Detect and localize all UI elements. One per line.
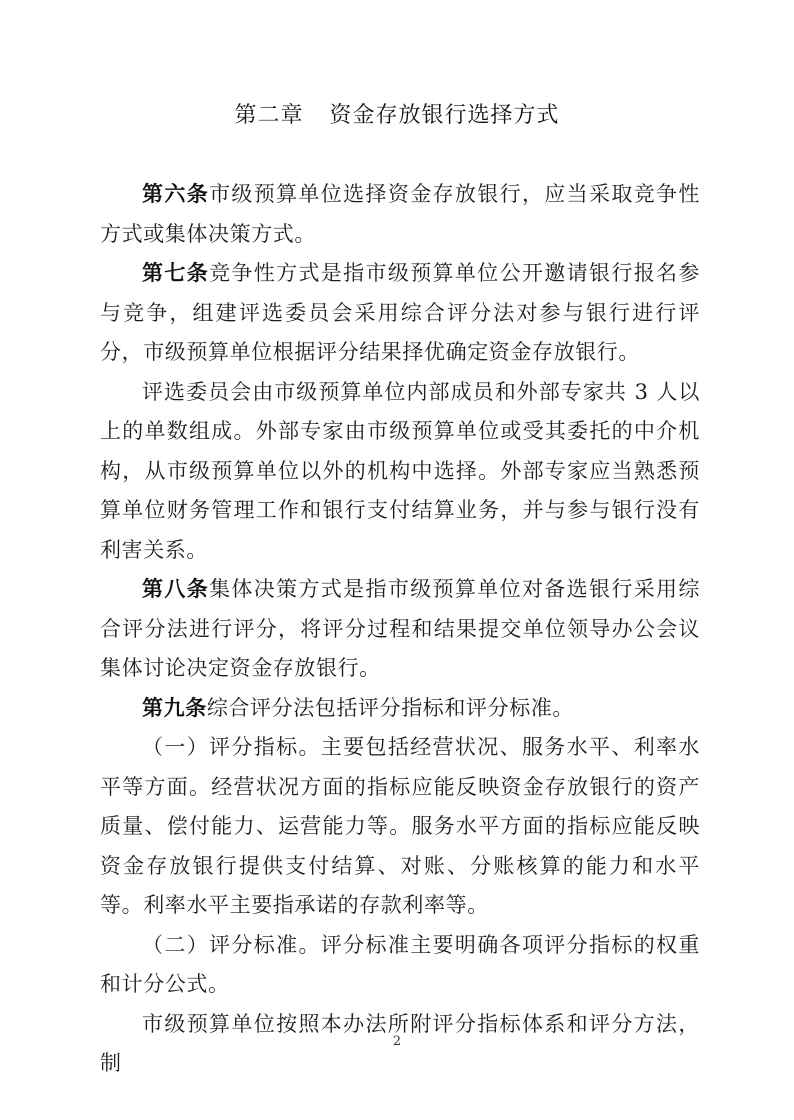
paragraph-standards (100, 926, 700, 1005)
paragraph-committee (100, 373, 700, 571)
paragraph-article-7 (100, 254, 700, 373)
paragraph-text: 市级预算单位按照本办法所附评分指标体系和评分方法，制 (100, 1011, 700, 1075)
paragraph-text: 市级预算单位选择资金存放银行，应当采取竞争性方式或集体决策方式。 (100, 182, 700, 246)
document-body (100, 175, 700, 1084)
paragraph-text: （二）评分标准。评分标准主要明确各项评分指标的权重和计分公式。 (100, 932, 700, 996)
chapter-title-text: 资金存放银行选择方式 (329, 103, 560, 128)
paragraph-text: 评选委员会由市级预算单位内部成员和外部专家共 3 人以上的单数组成。外部专家由市级预算单位或受其委托的中介机构，从市级预算单位以外的机构中选择。外部专家应当熟悉预算单位财务管理工作和银行支付结算业务，并与参与银行没有利害关系。 (100, 379, 700, 562)
paragraph-text: 竞争性方式是指市级预算单位公开邀请银行报名参与竞争，组建评选委员会采用综合评分法对参与银行进行评分，市级预算单位根据评分结果择优确定资金存放银行。 (100, 261, 700, 364)
paragraph-article-9 (100, 689, 700, 729)
page-number: 2 (392, 1034, 402, 1049)
article-label: 第六条 (142, 182, 210, 206)
paragraph-article-6 (100, 175, 700, 254)
paragraph-text: 集体决策方式是指市级预算单位对备选银行采用综合评分法进行评分，将评分过程和结果提交单位领导办公会议集体讨论决定资金存放银行。 (100, 577, 700, 680)
paragraph-indicators (100, 728, 700, 926)
paragraph-text: 综合评分法包括评分指标和评分标准。 (206, 695, 575, 720)
chapter-heading (0, 101, 794, 131)
article-label: 第七条 (142, 261, 210, 285)
paragraph-text: （一）评分指标。主要包括经营状况、服务水平、利率水平等方面。经营状况方面的指标应能反映资金存放银行的资产质量、偿付能力、运营能力等。服务水平方面的指标应能反映资金存放银行提供支付结算、对账、分账核算的能力和水平等。利率水平主要指承诺的存款利率等。 (100, 735, 700, 917)
article-label: 第九条 (142, 695, 207, 720)
chapter-number: 第二章 (234, 103, 304, 128)
article-label: 第八条 (142, 577, 210, 601)
paragraph-article-8 (100, 570, 700, 689)
